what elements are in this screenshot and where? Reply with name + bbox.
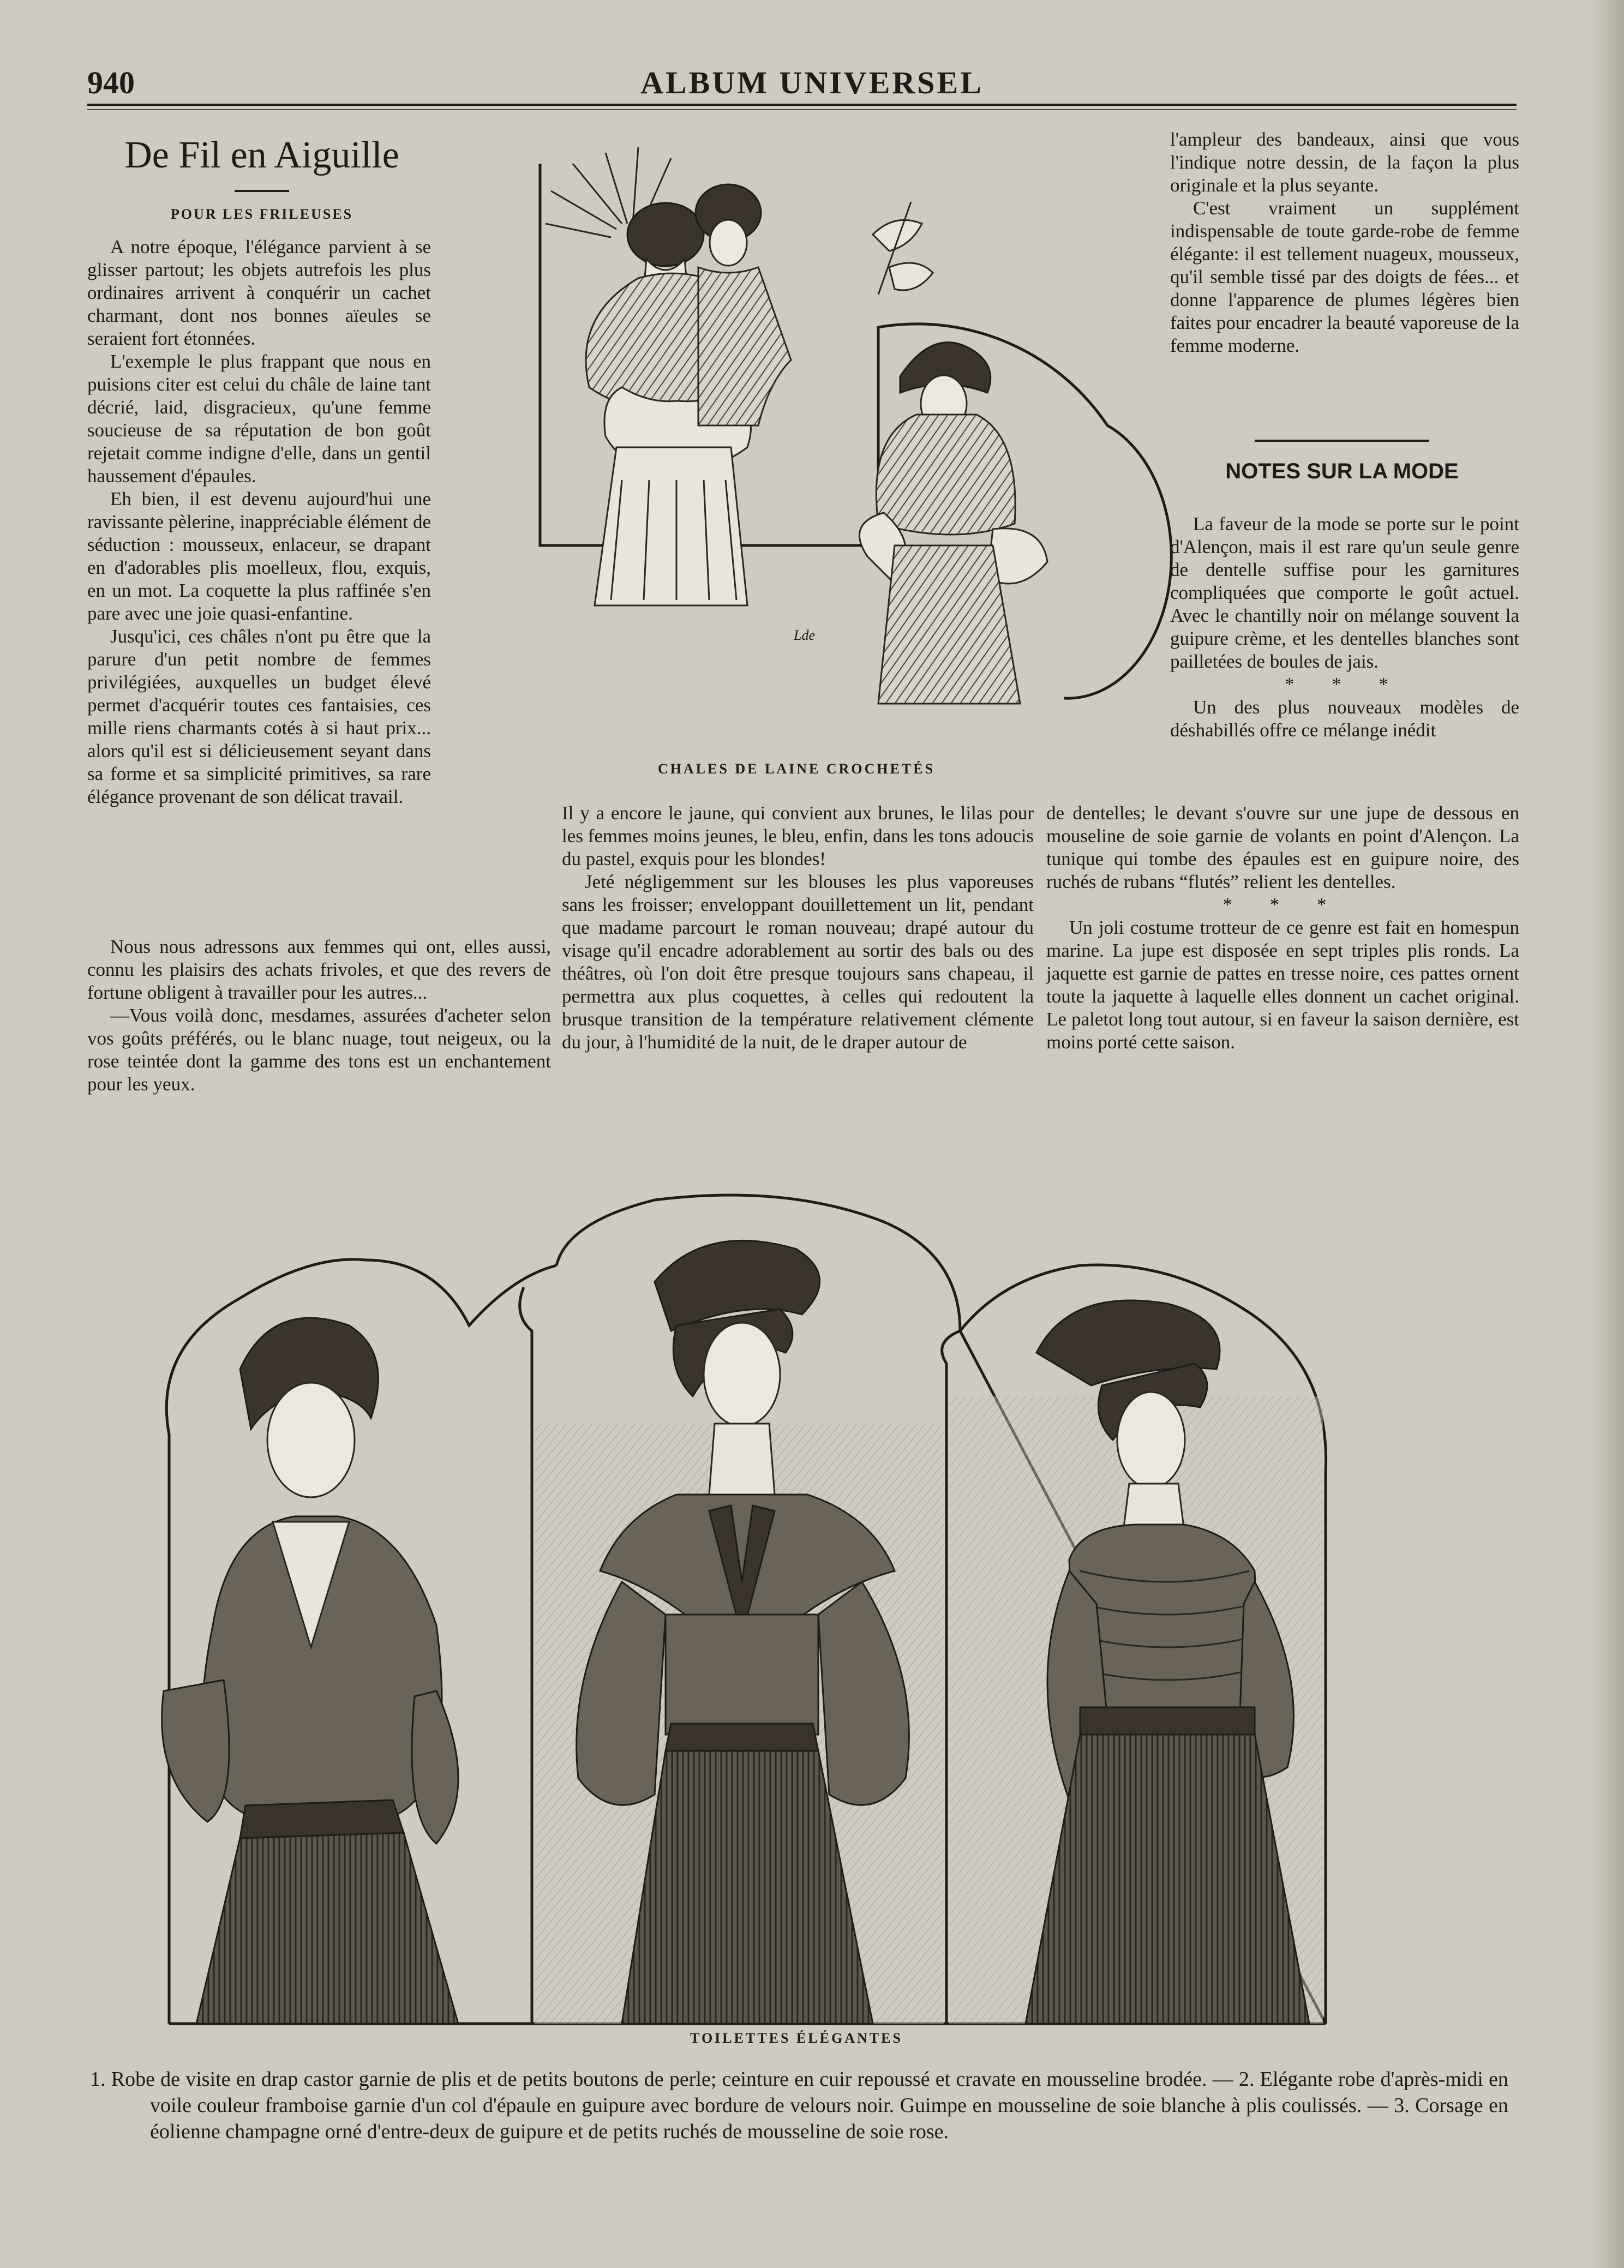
article-title-rule xyxy=(235,190,289,192)
legend-text: 1. Robe de visite en drap castor garnie de plis et de petits boutons de perle; ceinture en cuir repoussé et cravate en mousseline brodée. — 2. Elégante robe d'après-midi en voile couleur framboise garnie d'un col d'épaule en guipure avec bordure de velours noir. Guimpe en mousseline de soie blanche à plis coulissés. — 3. Corsage en éolienne champagne orné d'entre-deux de guipure et de petits ruchés de mousseline de soie rose. xyxy=(90,2068,1508,2143)
article-column-1-wide xyxy=(87,935,551,1096)
header-rule xyxy=(87,104,1517,106)
paragraph: Nous nous adressons aux femmes qui ont, elles aussi, connu les plaisirs des achats frivoles, et que des revers de fortune obligent à travailler pour les autres... xyxy=(87,936,551,1003)
paragraph: A notre époque, l'élégance parvient à se glisser partout; les objets autrefois les plus ordinaires arrivent à conquérir un cachet charmant, dont nos bonnes aïeules se seraient fort étonnées. xyxy=(87,236,431,349)
paragraph: Il y a encore le jaune, qui convient aux brunes, le lilas pour les femmes moins jeunes, le bleu, enfin, dans les tons adoucis du pastel, exquis pour les blondes! xyxy=(562,802,1034,869)
toilettes-illustration xyxy=(131,1189,1462,2024)
section-stars: * * * xyxy=(1285,674,1405,695)
paragraph: C'est vraiment un supplément indispensable de toute garde-robe de femme élégante: il est tellement nuageux, mousseux, qu'il semble tissé par des doigts de fées... et donne l'apparence de plumes légères bien faites pour encadrer la beauté vaporeuse de la femme moderne. xyxy=(1170,197,1519,356)
paragraph: l'ampleur des bandeaux, ainsi que vous l'indique notre dessin, de la façon la plus originale et la plus seyante. xyxy=(1170,129,1519,196)
paragraph: Jusqu'ici, ces châles n'ont pu être que la parure d'un petit nombre de femmes privilégiées, auxquelles un budget élevé permet d'acquérir toutes ces fantaisies, ces mille riens charmants cotés à si haut prix... alors qu'il est si délicieusement seyant dans sa forme et sa simplicité primitives, sa rare élégance provenant de son délicat travail. xyxy=(87,626,431,807)
article-title: De Fil en Aiguille xyxy=(124,134,399,176)
page-edge-shadow xyxy=(1591,0,1624,2268)
paragraph: Jeté négligemment sur les blouses les plus vaporeuses sans les froisser; enveloppant douillettement un lit, pendant que madame parcourt le roman nouveau; drapé autour du visage qu'il encadre adorablement au sortir des bals ou des théâtres, où l'on doit être presque toujours sans chapeau, il permettra aux plus coquettes, à celles qui redoutent la brusque transition de la température relativement clémente du jour, à l'humidité de la nuit, de le draper autour de xyxy=(562,871,1034,1053)
article-column-3 xyxy=(1170,128,1519,357)
paragraph: Un des plus nouveaux modèles de déshabillés offre ce mélange inédit xyxy=(1170,697,1519,741)
figure-legend xyxy=(90,2066,1508,2145)
notes-column-wide xyxy=(1046,802,1519,1054)
paragraph: L'exemple le plus frappant que nous en puisions citer est celui du châle de laine tant décrié, laid, disgracieux, qu'une femme soucieuse de sa réputation de bon goût rejetait comme indigne d'elle, dans un gentil haussement d'épaules. xyxy=(87,351,431,487)
magazine-title: ALBUM UNIVERSEL xyxy=(640,65,984,100)
paragraph: Un joli costume trotteur de ce genre est fait en homespun marine. La jupe est disposée en sept triples plis ronds. La jaquette est garnie de pattes en tresse noire, ces pattes ornent toute la jaquette à laquelle elles donnent un cachet original. Le paletot long tout autour, si en faveur la saison dernière, est moins porté cette saison. xyxy=(1046,917,1519,1053)
shawls-caption: CHALES DE LAINE CROCHETÉS xyxy=(657,761,936,777)
section-stars: * * * xyxy=(1223,894,1343,915)
illustrator-signature: Lde xyxy=(794,627,815,643)
shawls-illustration xyxy=(540,131,1118,736)
notes-rule xyxy=(1255,440,1429,442)
notes-title: NOTES SUR LA MODE xyxy=(1225,459,1459,483)
notes-column xyxy=(1170,513,1519,742)
article-column-1 xyxy=(87,236,431,808)
page-number: 940 xyxy=(87,65,135,100)
article-subtitle: POUR LES FRILEUSES xyxy=(170,206,353,222)
toilettes-caption: TOILETTES ÉLÉGANTES xyxy=(690,2030,903,2046)
paragraph: Eh bien, il est devenu aujourd'hui une ravissante pèlerine, inappréciable élément de séduction : mousseux, enlaceur, se drapant en d'adorables plis moelleux, flou, exquis, en un mot. La coquette la plus raffinée s'en pare avec une joie quasi-enfantine. xyxy=(87,488,431,624)
paragraph: La faveur de la mode se porte sur le point d'Alençon, mais il est rare qu'un seule genre de dentelle suffise pour les garnitures compliquées que comporte le goût actuel. Avec le chantilly noir on mélange souvent la guipure crème, et les dentelles blanches sont pailletées de boules de jais. xyxy=(1170,513,1519,672)
paragraph: —Vous voilà donc, mesdames, assurées d'acheter selon vos goûts préférés, ou le blanc nuage, tout neigeux, ou la rose teintée dont la gamme des tons est un enchantement pour les yeux. xyxy=(87,1005,551,1095)
paragraph: de dentelles; le devant s'ouvre sur une jupe de dessous en mouseline de soie garnie de volants en point d'Alençon. La tunique qui tombe des épaules est en guipure noire, des ruchés de rubans “flutés” relient les dentelles. xyxy=(1046,802,1519,892)
header-rule-thin xyxy=(87,109,1517,110)
article-column-2 xyxy=(562,802,1034,1054)
